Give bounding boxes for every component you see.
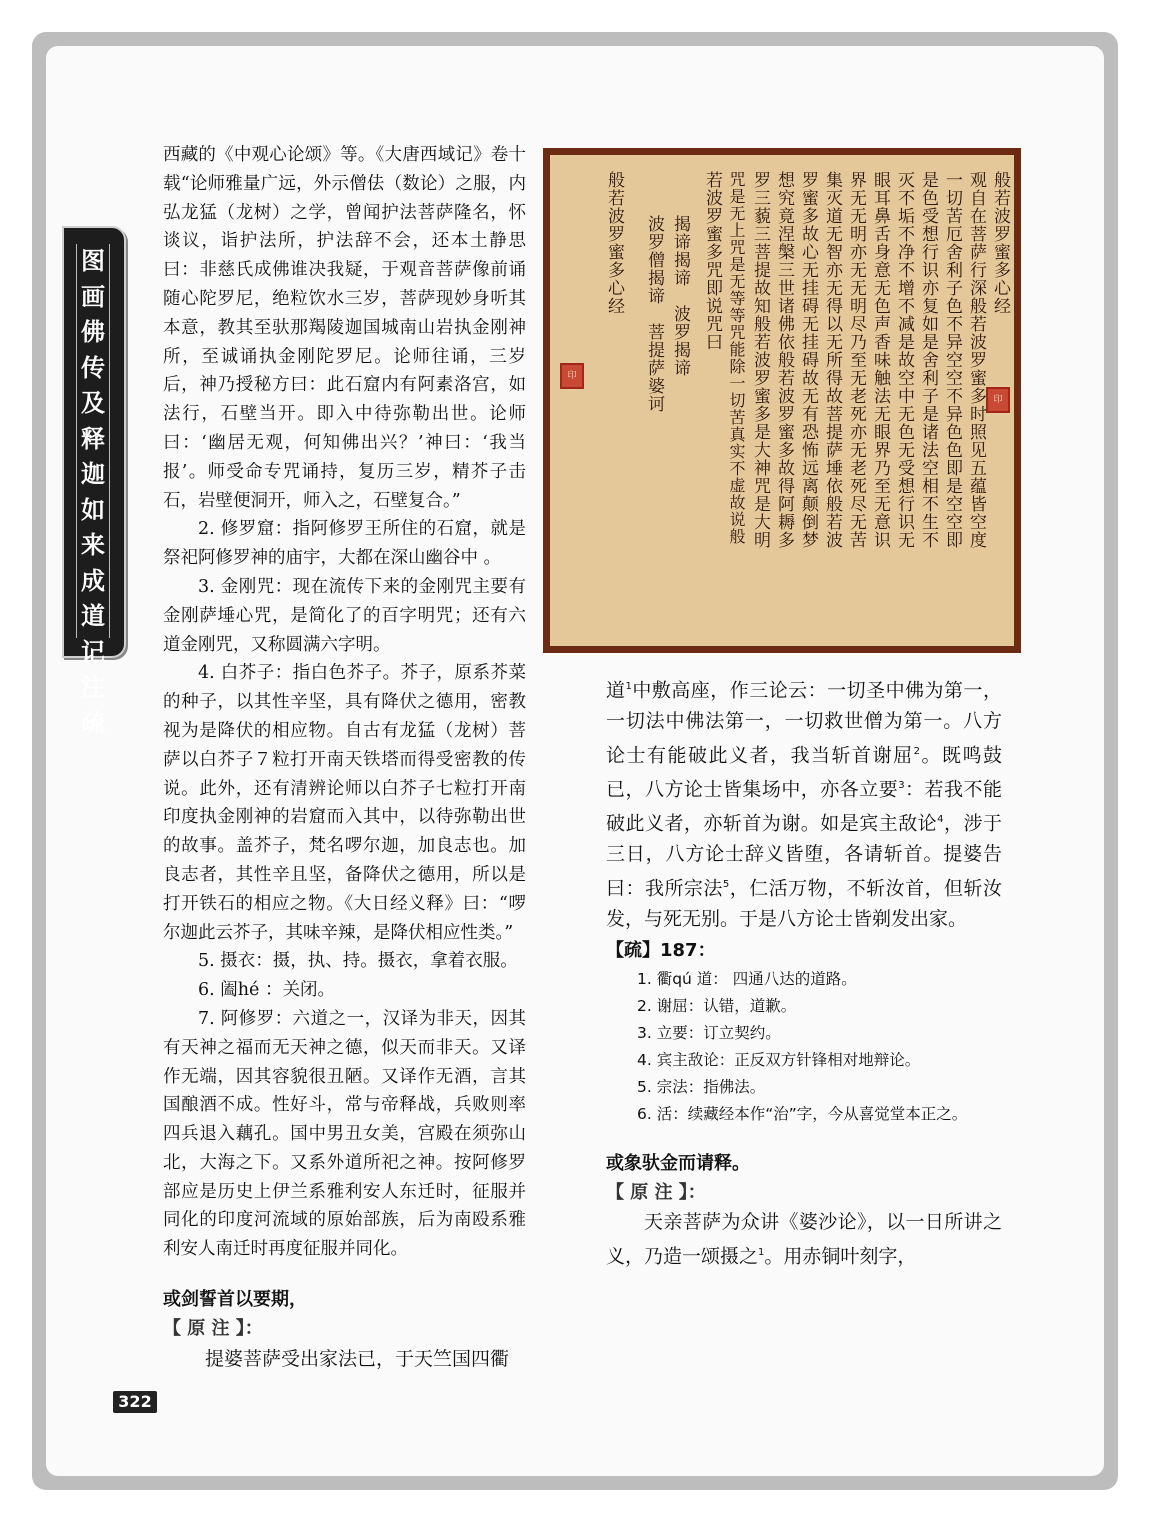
calligraphy-column: 是色受想行识亦复如是舍利子是诸法空相不生不 [918,171,938,549]
calligraphy-image [543,148,1021,653]
calligraphy-column: 揭谛揭谛 波罗揭谛 [670,215,690,377]
side-tab-char: 来 [81,531,105,559]
side-tab-char: 释 [81,424,105,453]
calligraphy-column: 若波罗蜜多咒即说咒曰 [702,171,722,351]
footnote-4: 4. 白芥子：指白色芥子。芥子，原系芥菜的种子，以其性辛坚，具有降伏之德用，密教视为是降伏的相应物。自古有龙猛（龙树）菩萨以白芥子７粒打开南天铁塔而得受密教的传说。此外，还有清辨论师以白芥子七粒打开南印度执金刚神的岩窟而入其中，以待弥勒出世的故事。盖芥子，梵名啰尔迦，加良志也。加良志者，其性辛且坚，备降伏之德用，所以是打开铁石的相应之物。《大日经义释》曰：“啰尔迦此云芥子，其味辛辣，是降伏相应性类。” [163,663,526,943]
side-tab-char: 注 [81,673,105,701]
calligraphy-column: 般若波罗蜜多心经 [604,171,624,315]
original-note-text: 天亲菩萨为众讲《婆沙论》，以一日所讲之义，乃造一颂摄之$^1$。用赤铜叶刻字， [606,1211,1002,1268]
page-number: 322 [113,1391,157,1413]
side-tab-char: 如 [81,495,105,524]
side-tab-char: 记 [81,637,105,666]
calligraphy-column: 界无无明亦无无明尽乃至无老死亦无老死尽无苦 [846,171,866,549]
side-tab-char: 道 [81,602,105,630]
side-tab-char: 画 [81,282,105,311]
calligraphy-column: 般若波罗蜜多心经 [990,171,1010,315]
side-tab-char: 及 [81,389,105,417]
verse-heading: 或象驮金而请释。 [606,1152,750,1174]
original-note-text: 提婆菩萨受出家法已，于天竺国四衢 [205,1347,510,1370]
side-tab-book-title [62,226,126,737]
calligraphy-column: 灭不垢不净不增不减是故空中无色无受想行识无 [894,171,914,549]
side-tab-char: 传 [81,353,105,382]
original-note-label: 【 原 注 】： [606,1181,706,1203]
calligraphy-column: 集灭道无智亦无得以无所得故菩提萨埵依般若波 [822,171,842,549]
seal-stamp: 印 [560,363,584,389]
verse-heading: 或剑誓首以要期， [163,1289,307,1311]
calligraphy-column: 观自在菩萨行深般若波罗蜜多时照见五蕴皆空度 [966,171,986,549]
side-tab-char: 佛 [81,318,105,346]
side-tab-char: 迦 [81,460,105,488]
calligraphy-paper [550,155,1014,646]
original-note-label: 【 原 注 】： [163,1317,263,1339]
calligraphy-column: 一切苦厄舍利子色不异空空不异色色即是空空即 [942,171,962,549]
side-tab-char: 疏 [81,708,105,737]
note-1: 1. 衢qú 道： 四通八达的道路。 [637,969,857,988]
calligraphy-column: 咒是无上咒是无等等咒能除一切苦真实不虚故说般 [727,171,746,545]
original-note-continuation: 道$^1$中敷高座，作三论云：一切圣中佛为第一，一切法中佛法第一，一切救世僧为第一。八方论士有能破此义者，我当斩首谢屈$^2$。既鸣鼓已，八方论士皆集场中，亦各立要$^3$：若我不能破此义者，亦斩首为谢。如是宾主敌论$^4$，涉于三日，八方论士辞义皆堕，各请斩首。提婆告曰：我所宗法$^5$，仁活万物，不斩汝首，但斩汝发，与死无别。于是八方论士皆剃发出家。 [606,679,1002,931]
note-6: 6. 活：续藏经本作“治”字，今从喜觉堂本正之。 [637,1104,968,1123]
note-2: 2. 谢屈：认错，道歉。 [637,996,797,1015]
calligraphy-column: 罗蜜多故心无挂碍无挂碍故无有恐怖远离颠倒梦 [798,171,818,549]
footnote-6: 6. 阖hé ：关闭。 [198,980,335,1001]
commentary-label: 【疏】187： [606,940,716,962]
calligraphy-column: 罗三藐三菩提故知般若波罗蜜多是大神咒是大明 [750,171,770,549]
calligraphy-column: 想究竟涅槃三世诸佛依般若波罗蜜多故得阿耨多 [774,171,794,549]
right-column [606,672,1002,1272]
left-column [163,141,526,1374]
note-3: 3. 立要：订立契约。 [637,1023,781,1042]
footnote-5: 5. 摄衣：摄，执、持。摄衣，拿着衣服。 [198,951,518,972]
note-5: 5. 宗法：指佛法。 [637,1077,766,1096]
note-4: 4. 宾主敌论：正反双方针锋相对地辩论。 [637,1050,921,1069]
side-tab-char: 图 [81,247,105,275]
footnote-3: 3. 金刚咒：现在流传下来的金刚咒主要有金刚萨埵心咒，是简化了的百字明咒；还有六道金刚咒，又称圆满六字明。 [163,576,526,655]
footnote-2: 2. 修罗窟：指阿修罗王所住的石窟，就是祭祀阿修罗神的庙宇，大都在深山幽谷中 。 [163,519,526,569]
calligraphy-column: 眼耳鼻舌身意无色声香味触法无眼界乃至无意识 [870,171,890,549]
commentary-paragraph: 西藏的《中观心论颂》等。《大唐西域记》卷十载“论师雅量广远，外示僧佉（数论）之服，内弘龙猛（龙树）之学，曾闻护法菩萨隆名，怀谈议，诣护法所，护法辞不会，还本土静思曰：非慈氏成佛谁决我疑，于观音菩萨像前诵随心陀罗尼，绝粒饮水三岁，菩萨现妙身听其本意，教其至驮那羯陵迦国城南山岩执金刚神所，至诚诵执金刚陀罗尼。论师往诵，三岁后，神乃授秘方曰：此石窟内有阿素洛宫，如法行，石壁当开。即入中待弥勒出世。论师曰：‘幽居无观，何知佛出兴？’神曰：‘我当报’。师受命专咒诵持，复历三岁，精芥子击石，岩壁便洞开，师入之，石壁复合。” [163,145,526,511]
footnote-7: 7. 阿修罗：六道之一，汉译为非天，因其有天神之福而无天神之德，似天而非天。又译作无端，因其容貌很丑陋。又译作无酒，言其国酿酒不成。性好斗，常与帝释战，兵败则率四兵退入藕孔。国中男丑女美，宫殿在须弥山北，大海之下。又系外道所祀之神。按阿修罗部应是历史上伊兰系雅利安人东迁时，征服并同化的印度河流域的原始部族，后为南殴系雅利安人南迁时再度征服并同化。 [163,1008,526,1260]
seal-stamp: 印 [986,387,1010,413]
side-tab-char: 成 [81,566,105,595]
calligraphy-column: 波罗僧揭谛 菩提萨婆诃 [644,215,664,413]
